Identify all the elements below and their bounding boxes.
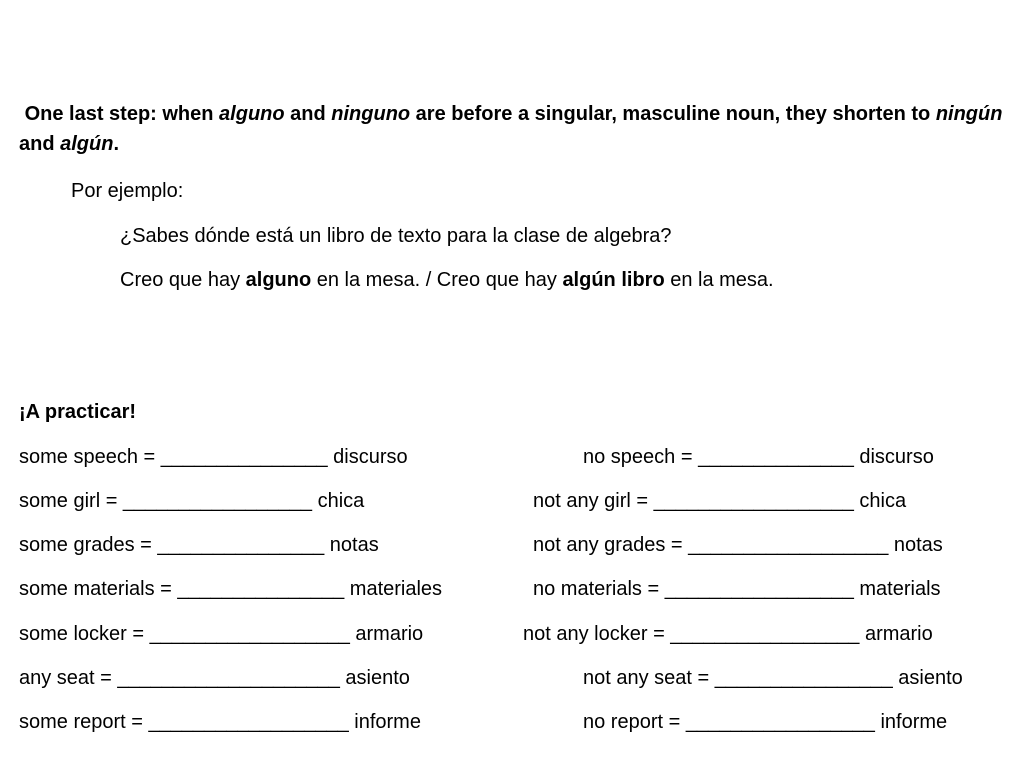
intro-paragraph (19, 99, 1019, 159)
example-answer-text-1: Creo que hay (120, 269, 246, 291)
intro-text-2: and (284, 103, 332, 125)
intro-term-ninguno: ninguno (331, 103, 411, 125)
example-answer-algun-libro: algún libro (562, 269, 665, 291)
intro-text-3: are before a singular, masculine noun, they shorten to (410, 103, 936, 125)
practice-row-4-left: some materials = _______________ materiales (19, 578, 443, 600)
practice-title: ¡A practicar! (19, 401, 137, 423)
practice-row-2-right: not any girl = __________________ chica (533, 490, 907, 512)
practice-row-4-right: no materials = _________________ materials (533, 578, 941, 600)
intro-text-4: and (19, 133, 61, 155)
practice-row-6-left: any seat = ____________________ asiento (19, 667, 410, 689)
example-label: Por ejemplo: (71, 180, 184, 202)
example-answer-alguno: alguno (245, 269, 312, 291)
practice-row-5-left: some locker = __________________ armario (19, 623, 424, 645)
practice-row-6-right: not any seat = ________________ asiento (583, 667, 963, 689)
practice-row-7-left: some report = __________________ informe (19, 711, 421, 733)
example-answer-text-3: en la mesa. (664, 269, 774, 291)
practice-row-1-right: no speech = ______________ discurso (583, 446, 934, 468)
intro-term-algun: algún (60, 133, 114, 155)
practice-row-3-right: not any grades = __________________ notas (533, 534, 943, 556)
intro-term-alguno: alguno (219, 103, 285, 125)
intro-text-1: One last step: when (24, 103, 220, 125)
example-question: ¿Sabes dónde está un libro de texto para la clase de algebra? (120, 225, 672, 247)
practice-row-3-left: some grades = _______________ notas (19, 534, 379, 556)
practice-row-2-left: some girl = _________________ chica (19, 490, 365, 512)
example-answer (120, 266, 774, 294)
practice-row-7-right: no report = _________________ informe (583, 711, 948, 733)
intro-text-5: . (113, 133, 120, 155)
practice-row-1-left: some speech = _______________ discurso (19, 446, 408, 468)
practice-row-5-right: not any locker = _________________ armario (523, 623, 933, 645)
example-answer-text-2: en la mesa. / Creo que hay (311, 269, 563, 291)
intro-term-ningun: ningún (935, 103, 1003, 125)
